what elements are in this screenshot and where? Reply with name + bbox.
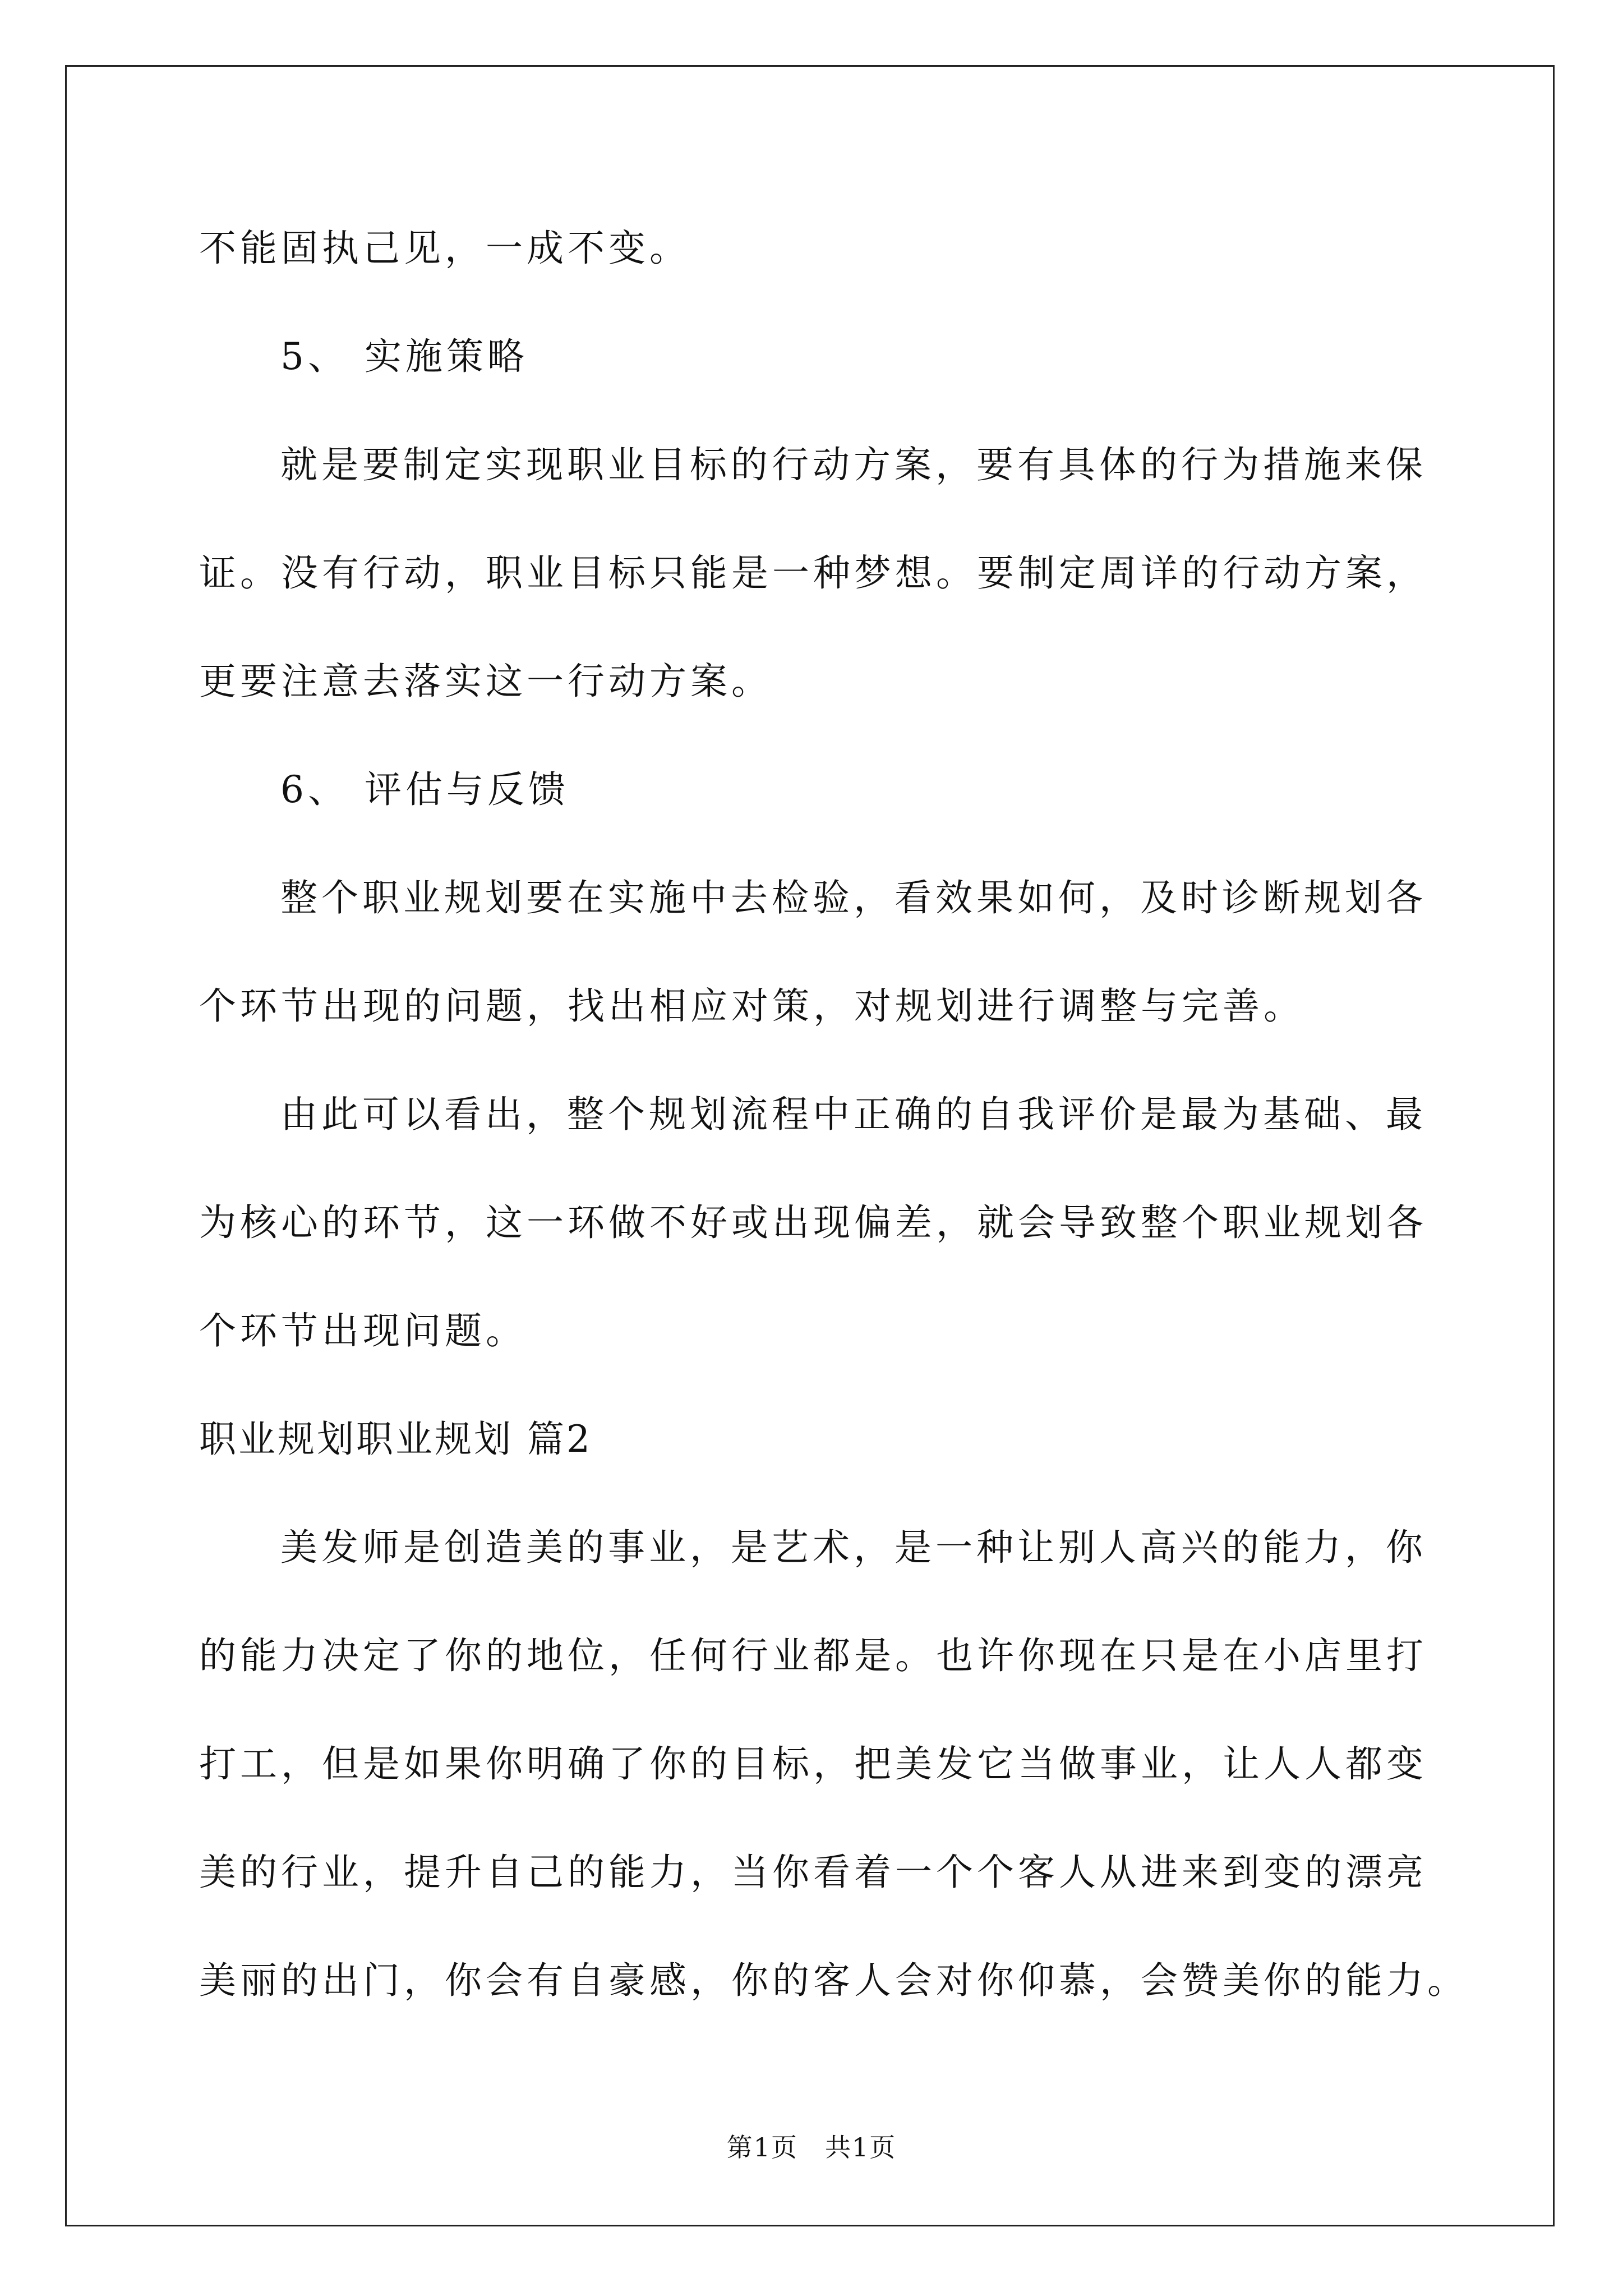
body-text-line: 更要注意去落实这一行动方案。 xyxy=(199,660,772,703)
body-text-line: 不能固执己见，一成不变。 xyxy=(199,227,690,270)
body-text-line: 就是要制定实现职业目标的行动方案，要有具体的行为措施来保 xyxy=(280,443,1427,486)
body-text-line: 打工，但是如果你明确了你的目标，把美发它当做事业，让人人都变 xyxy=(199,1742,1427,1786)
body-text-line: 由此可以看出，整个规划流程中正确的自我评价是最为基础、最 xyxy=(280,1093,1427,1136)
body-text-line: 证。没有行动，职业目标只能是一种梦想。要制定周详的行动方案， xyxy=(199,551,1427,595)
section-heading: 6、 评估与反馈 xyxy=(280,768,569,811)
page-border xyxy=(65,65,1555,2226)
body-text-line: 美的行业，提升自己的能力，当你看着一个个客人从进来到变的漂亮 xyxy=(199,1851,1427,1894)
body-text-line: 为核心的环节，这一环做不好或出现偏差，就会导致整个职业规划各 xyxy=(199,1201,1427,1244)
section-heading: 5、 实施策略 xyxy=(280,335,528,378)
body-text-line: 美丽的出门，你会有自豪感，你的客人会对你仰慕，会赞美你的能力。 xyxy=(199,1959,1468,2002)
body-text-line: 的能力决定了你的地位，任何行业都是。也许你现在只是在小店里打 xyxy=(199,1634,1427,1677)
body-text-line: 个环节出现问题。 xyxy=(199,1309,527,1352)
article-heading: 职业规划职业规划 篇2 xyxy=(199,1418,592,1461)
body-text-line: 个环节出现的问题，找出相应对策，对规划进行调整与完善。 xyxy=(199,984,1304,1028)
page-number-footer: 第1页 共1页 xyxy=(726,2132,897,2162)
body-text-line: 美发师是创造美的事业，是艺术，是一种让别人高兴的能力，你 xyxy=(280,1526,1427,1569)
body-text-line: 整个职业规划要在实施中去检验，看效果如何，及时诊断规划各 xyxy=(280,876,1427,919)
